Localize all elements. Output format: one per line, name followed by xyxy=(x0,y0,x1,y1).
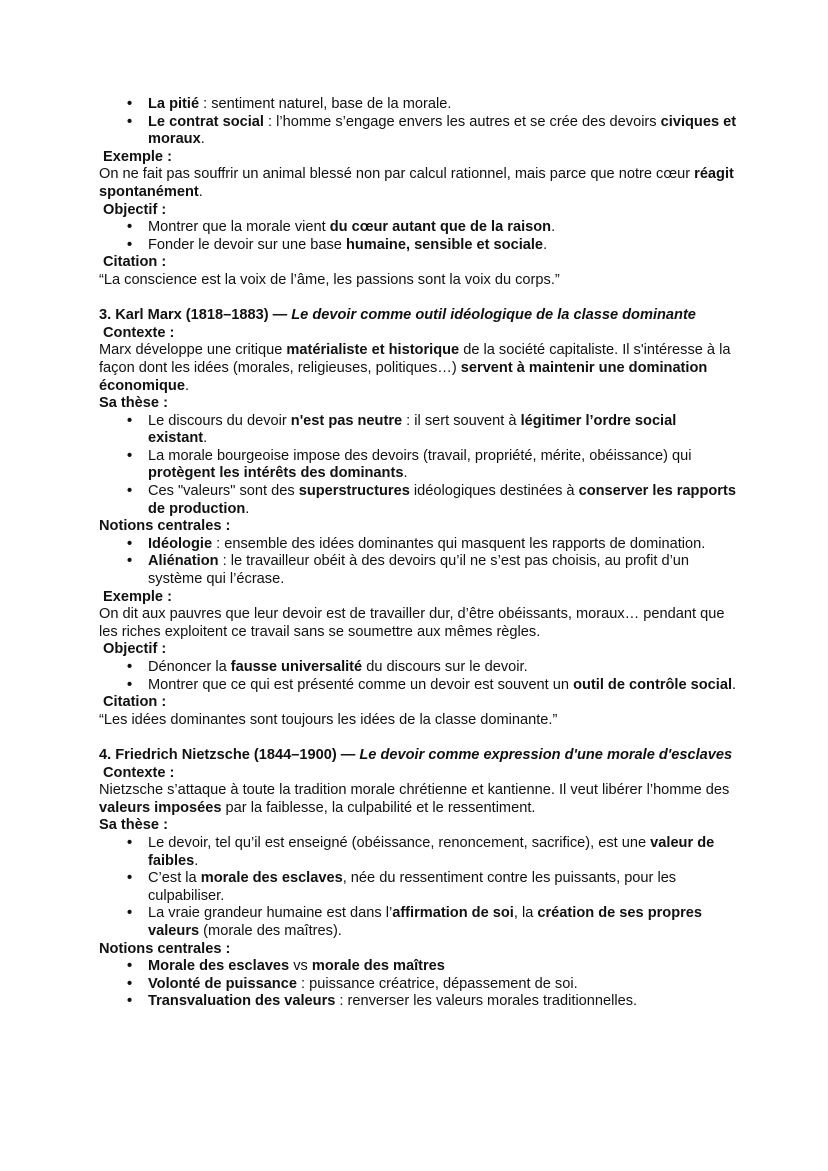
section-heading-marx: 3. Karl Marx (1818–1883) — Le devoir comme outil idéologique de la classe dominante xyxy=(99,307,696,324)
list-item: • La vraie grandeur humaine est dans l’affirmation de soi, la création de ses propres valeurs (morale des maîtres). xyxy=(148,905,739,940)
these-list-marx xyxy=(99,413,739,519)
these-label: Sa thèse : xyxy=(99,817,168,834)
list-item: • Le devoir, tel qu’il est enseigné (obéissance, renoncement, sacrifice), est une valeur de faibles. xyxy=(148,835,739,870)
list-item: • Idéologie : ensemble des idées dominantes qui masquent les rapports de domination. xyxy=(148,536,739,554)
list-item: • La morale bourgeoise impose des devoirs (travail, propriété, mérite, obéissance) qui protègent les intérêts des dominants. xyxy=(148,448,739,483)
these-label: Sa thèse : xyxy=(99,395,168,412)
objectif-list-marx xyxy=(99,659,739,694)
citation-label: Citation : xyxy=(103,694,167,711)
contexte-text: Nietzsche s’attaque à toute la tradition morale chrétienne et kantienne. Il veut libérer l’homme des valeurs imposées par la faiblesse, la culpabilité et le ressentiment. xyxy=(99,782,730,816)
section-heading-nietzsche: 4. Friedrich Nietzsche (1844–1900) — Le devoir comme expression d'une morale d'esclaves xyxy=(99,746,733,763)
list-item: • Le contrat social : l’homme s’engage envers les autres et se crée des devoirs civiques et moraux. xyxy=(148,114,739,149)
list-item: • C’est la morale des esclaves, née du ressentiment contre les puissants, pour les culpabiliser. xyxy=(148,870,739,905)
exemple-text: On ne fait pas souffrir un animal blessé non par calcul rationnel, mais parce que notre cœur réagit spontanément. xyxy=(99,166,734,200)
objectif-label: Objectif : xyxy=(103,641,167,658)
list-item: • Le discours du devoir n'est pas neutre : il sert souvent à légitimer l’ordre social existant. xyxy=(148,413,739,448)
contexte-text: Marx développe une critique matérialiste et historique de la société capitaliste. Il s'intéresse à la façon dont les idées (morales, religieuses, politiques…) servent à maintenir une domination économique. xyxy=(99,342,731,394)
list-item: • Fonder le devoir sur une base humaine, sensible et sociale. xyxy=(148,237,739,255)
notions-label: Notions centrales : xyxy=(99,518,231,535)
notions-label: Notions centrales : xyxy=(99,940,231,957)
citation-label: Citation : xyxy=(103,254,167,271)
document-page xyxy=(99,96,739,1011)
exemple-text: On dit aux pauvres que leur devoir est de travailler dur, d’être obéissants, moraux… pendant que les riches exploitent ce travail sans se soumettre aux mêmes règles. xyxy=(99,606,725,640)
citation-text: “Les idées dominantes sont toujours les idées de la classe dominante.” xyxy=(99,711,558,728)
contexte-label: Contexte : xyxy=(103,324,175,341)
contexte-label: Contexte : xyxy=(103,764,175,781)
list-item: • Dénoncer la fausse universalité du discours sur le devoir. xyxy=(148,659,739,677)
list-item: • La pitié : sentiment naturel, base de la morale. xyxy=(148,96,739,114)
list-item: • Aliénation : le travailleur obéit à des devoirs qu’il ne s’est pas choisis, au profit d’un système qui l’écrase. xyxy=(148,553,739,588)
list-item: • Montrer que ce qui est présenté comme un devoir est souvent un outil de contrôle social. xyxy=(148,677,739,695)
notions-list-marx xyxy=(99,536,739,589)
notions-list-rousseau xyxy=(99,96,739,149)
these-list-nietzsche xyxy=(99,835,739,941)
notions-list-nietzsche xyxy=(99,958,739,1011)
list-item: • Morale des esclaves vs morale des maîtres xyxy=(148,958,739,976)
list-item: • Ces "valeurs" sont des superstructures idéologiques destinées à conserver les rapports de production. xyxy=(148,483,739,518)
objectif-list-rousseau xyxy=(99,219,739,254)
objectif-label: Objectif : xyxy=(103,201,167,218)
citation-text: “La conscience est la voix de l’âme, les passions sont la voix du corps.” xyxy=(99,271,560,288)
list-item: • Montrer que la morale vient du cœur autant que de la raison. xyxy=(148,219,739,237)
list-item: • Transvaluation des valeurs : renverser les valeurs morales traditionnelles. xyxy=(148,993,739,1011)
exemple-label: Exemple : xyxy=(103,588,172,605)
exemple-label: Exemple : xyxy=(103,148,172,165)
list-item: • Volonté de puissance : puissance créatrice, dépassement de soi. xyxy=(148,976,739,994)
